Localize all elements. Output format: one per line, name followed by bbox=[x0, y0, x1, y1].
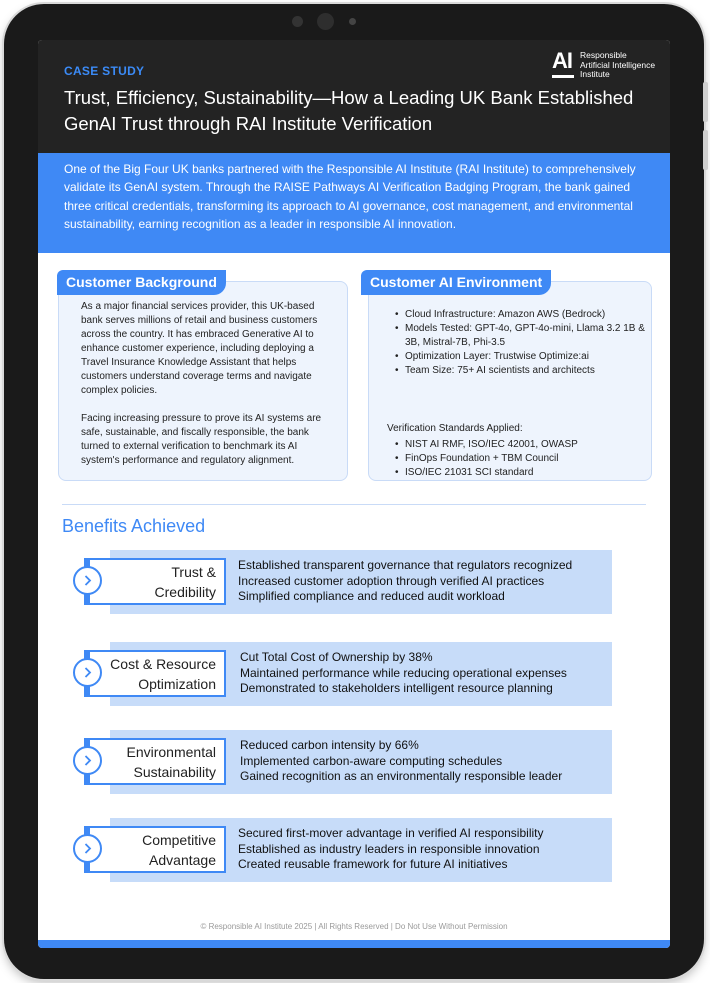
standards-list bbox=[395, 438, 655, 480]
benefit-points bbox=[240, 650, 610, 697]
benefit-point: Simplified compliance and reduced audit workload bbox=[238, 589, 505, 603]
list-item: • Optimization Layer: Trustwise Optimize:ai bbox=[395, 350, 645, 364]
list-item: • Team Size: 75+ AI scientists and architects bbox=[395, 364, 645, 378]
benefit-points bbox=[238, 826, 608, 873]
customer-ai-environment-card bbox=[368, 274, 652, 481]
customer-background-title: Customer Background bbox=[57, 270, 226, 295]
customer-background-card bbox=[58, 274, 348, 481]
verification-standards-title: Verification Standards Applied: bbox=[387, 423, 523, 434]
list-item: • Models Tested: GPT-4o, GPT-4o-mini, Llama 3.2 1B & 3B, Mistral-7B, Phi-3.5 bbox=[395, 322, 645, 350]
logo-underline bbox=[552, 75, 574, 78]
benefit-trust-credibility bbox=[38, 550, 670, 614]
chevron-right-circle-icon bbox=[73, 834, 102, 863]
footer-text: © Responsible AI Institute 2025 | All Rights Reserved | Do Not Use Without Permission bbox=[200, 922, 508, 931]
volume-button-up bbox=[703, 82, 708, 122]
benefit-cost-resource-optimization bbox=[38, 642, 670, 706]
camera-dot-right bbox=[349, 18, 356, 25]
benefit-label: Environmental Sustainability bbox=[84, 738, 226, 785]
benefit-label: Trust & Credibility bbox=[84, 558, 226, 605]
logo-text: Responsible Artificial Intelligence Institute bbox=[580, 50, 656, 79]
benefit-point: Reduced carbon intensity by 66% bbox=[240, 738, 419, 752]
benefit-label: Cost & Resource Optimization bbox=[84, 650, 226, 697]
section-divider bbox=[62, 504, 646, 505]
benefit-point: Gained recognition as an environmentally responsible leader bbox=[240, 769, 563, 783]
tablet-frame bbox=[4, 4, 704, 979]
benefit-label: Competitive Advantage bbox=[84, 826, 226, 873]
eyebrow-label: CASE STUDY bbox=[64, 64, 145, 78]
bottom-accent-bar bbox=[38, 940, 670, 948]
environment-list bbox=[395, 308, 645, 378]
list-item: • FinOps Foundation + TBM Council bbox=[395, 452, 655, 466]
list-item: • Cloud Infrastructure: Amazon AWS (Bedrock) bbox=[395, 308, 645, 322]
benefit-point: Established as industry leaders in responsible innovation bbox=[238, 841, 540, 856]
logo-mark: AI bbox=[552, 48, 572, 73]
benefit-points bbox=[238, 558, 608, 605]
header bbox=[38, 40, 670, 153]
benefit-point: Maintained performance while reducing operational expenses bbox=[240, 665, 567, 680]
chevron-right-circle-icon bbox=[73, 566, 102, 595]
intro-banner bbox=[38, 153, 670, 253]
benefit-point: Established transparent governance that regulators recognized bbox=[238, 558, 573, 572]
benefit-points bbox=[240, 738, 610, 785]
benefit-point: Cut Total Cost of Ownership by 38% bbox=[240, 650, 433, 664]
list-item: • ISO/IEC 21031 SCI standard bbox=[395, 466, 655, 480]
customer-ai-environment-title: Customer AI Environment bbox=[361, 270, 551, 295]
benefit-point: Demonstrated to stakeholders intelligent resource planning bbox=[240, 681, 553, 695]
benefit-competitive-advantage bbox=[38, 818, 670, 882]
page-title: Trust, Efficiency, Sustainability—How a Leading UK Bank Established GenAI Trust through RAI Institute Verification bbox=[64, 87, 634, 134]
rai-institute-logo bbox=[552, 49, 670, 85]
benefit-point: Secured first-mover advantage in verified AI responsibility bbox=[238, 826, 544, 840]
camera-dot-left bbox=[292, 16, 303, 27]
list-item: • NIST AI RMF, ISO/IEC 42001, OWASP bbox=[395, 438, 655, 452]
volume-button-down bbox=[703, 130, 708, 170]
benefit-point: Increased customer adoption through verified AI practices bbox=[238, 573, 545, 588]
chevron-right-circle-icon bbox=[73, 658, 102, 687]
document-page bbox=[38, 40, 670, 948]
camera-lens bbox=[317, 13, 334, 30]
benefit-environmental-sustainability bbox=[38, 730, 670, 794]
benefits-title: Benefits Achieved bbox=[62, 516, 206, 536]
benefit-point: Created reusable framework for future AI initiatives bbox=[238, 857, 508, 871]
benefit-point: Implemented carbon-aware computing schedules bbox=[240, 753, 503, 768]
customer-background-paragraph-1: As a major financial services provider, this UK-based bank serves millions of retail and business customers across the country. It has embraced Generative AI to enhance customer experience, including deploying a Travel Insurance Knowledge Assistant that helps customers understand coverage terms and navigate complex policies. bbox=[81, 301, 318, 396]
chevron-right-circle-icon bbox=[73, 746, 102, 775]
customer-background-paragraph-2: Facing increasing pressure to prove its AI systems are safe, sustainable, and fiscally responsible, the bank turned to external verification to benchmark its AI system's performance and regulatory alignment. bbox=[81, 413, 322, 466]
intro-text: One of the Big Four UK banks partnered with the Responsible AI Institute (RAI Institute) to comprehensively validate its GenAI system. Through the RAISE Pathways AI Verification Badging Program, the bank gained three critical credentials, transforming its approach to AI governance, cost management, and environmental sustainability, earning recognition as a leader in responsible AI innovation. bbox=[64, 162, 636, 231]
